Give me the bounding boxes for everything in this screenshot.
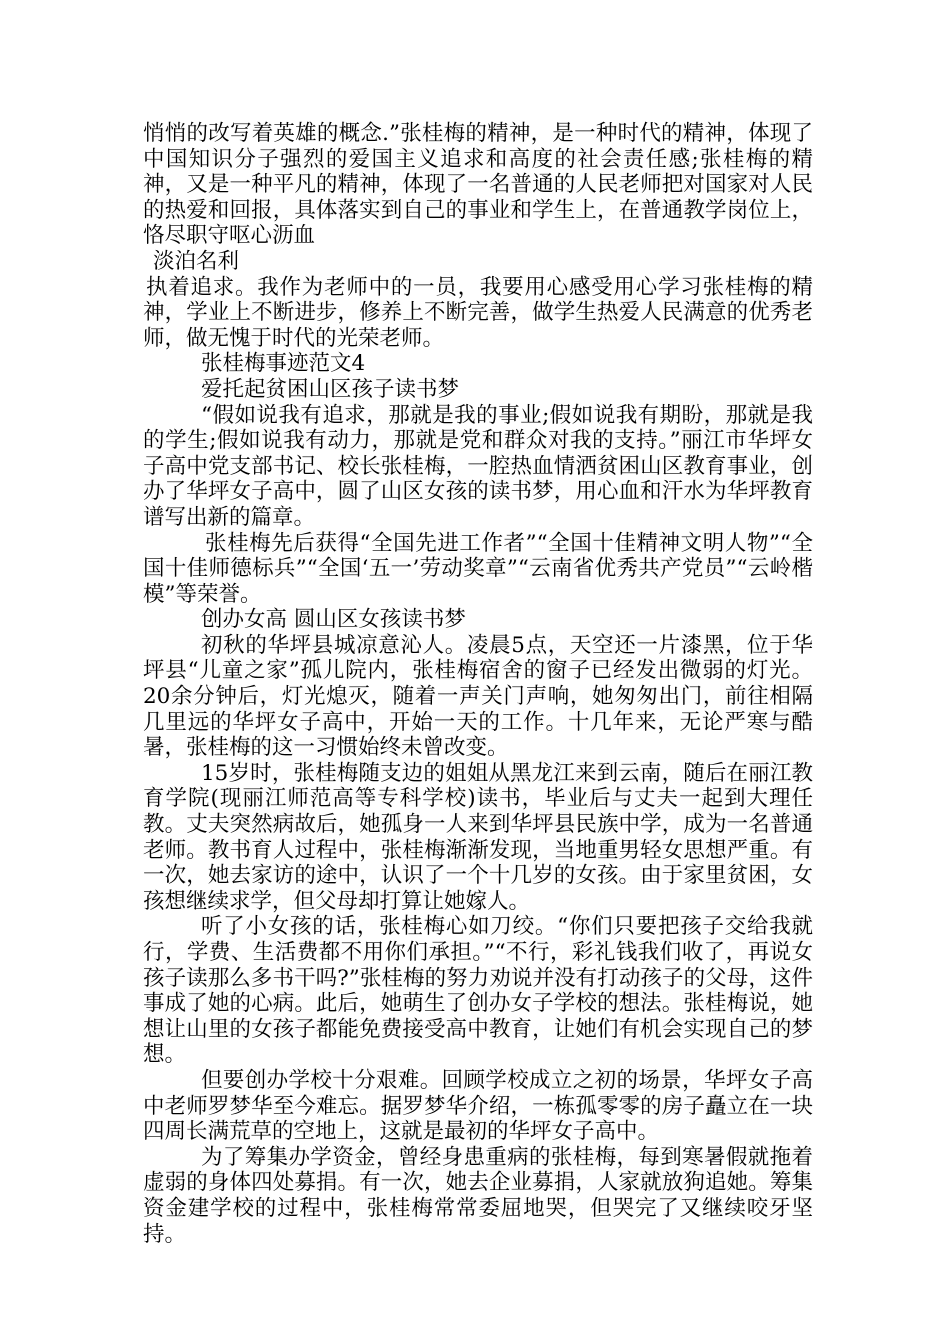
paragraph-fragment-2: 执着追求。我作为老师中的一员，我要用心感受用心学习张桂梅的精神，学业上不断进步，修养上不断完善，做学生热爱人民满意的优秀老师，做无愧于时代的光荣老师。: [143, 274, 813, 351]
paragraph-fundraising: 为了筹集办学资金，曾经身患重病的张桂梅，每到寒暑假就拖着虚弱的身体四处募捐。有一次，她去企业募捐，人家就放狗追她。筹集资金建学校的过程中，张桂梅常常委屈地哭，但哭完了又继续咬牙坚持。: [143, 1144, 813, 1247]
subsection-heading: 创办女高 圆山区女孩读书梦: [201, 607, 466, 633]
paragraph-fragment-1: 淡泊名利: [153, 248, 240, 274]
section-subtitle: 爱托起贫困山区孩子读书梦: [201, 376, 460, 402]
section-heading: 张桂梅事迹范文4: [201, 351, 366, 377]
paragraph-morning: 初秋的华坪县城凉意沁人。凌晨5点，天空还一片漆黑，位于华坪县“儿童之家”孤儿院内，张桂梅宿舍的窗子已经发出微弱的灯光。20余分钟后，灯光熄灭，随着一声关门声响，她匆匆出门，前往相隔几里远的华坪女子高中，开始一天的工作。十几年来，无论严寒与酷暑，张桂梅的这一习惯始终未曾改变。: [143, 632, 813, 761]
paragraph-intro-continued: 悄悄的改写着英雄的概念.”张桂梅的精神，是一种时代的精神，体现了中国知识分子强烈的爱国主义追求和高度的社会责任感;张桂梅的精神，又是一种平凡的精神，体现了一名普通的人民老师把对国家对人民的热爱和回报，具体落实到自己的事业和学生上，在普通教学岗位上，恪尽职守呕心沥血: [143, 121, 813, 249]
paragraph-background: 15岁时，张桂梅随支边的姐姐从黑龙江来到云南，随后在丽江教育学院(现丽江师范高等专科学校)读书，毕业后与丈夫一起到大理任教。丈夫突然病故后，她孤身一人来到华坪县民族中学，成为一名普通老师。教书育人过程中，张桂梅渐渐发现，当地重男轻女思想严重。有一次，她去家访的途中，认识了一个十几岁的女孩。由于家里贫困，女孩想继续求学，但父母却打算让她嫁人。: [143, 760, 813, 914]
paragraph-honors: 张桂梅先后获得“全国先进工作者”“全国十佳精神文明人物”“全国十佳师德标兵”“全国‘五一’劳动奖章”“云南省优秀共产党员”“云岭楷模”等荣誉。: [143, 530, 813, 607]
paragraph-founding: 但要创办学校十分艰难。回顾学校成立之初的场景，华坪女子高中老师罗梦华至今难忘。据罗梦华介绍，一栋孤零零的房子矗立在一块四周长满荒草的空地上，这就是最初的华坪女子高中。: [143, 1067, 813, 1145]
paragraph-quote: “假如说我有追求，那就是我的事业;假如说我有期盼，那就是我的学生;假如说我有动力，那就是党和群众对我的支持。”丽江市华坪女子高中党支部书记、校长张桂梅，一腔热血情洒贫困山区教育事业，创办了华坪女子高中，圆了山区女孩的读书梦，用心血和汗水为华坪教育谱写出新的篇章。: [143, 402, 813, 530]
document-page: [143, 121, 813, 1247]
paragraph-girl-story: 听了小女孩的话，张桂梅心如刀绞。“你们只要把孩子交给我就行，学费、生活费都不用你们承担。”“不行，彩礼钱我们收了，再说女孩子读那么多书干吗?”张桂梅的努力劝说并没有打动孩子的父母，这件事成了她的心病。此后，她萌生了创办女子学校的想法。张桂梅说，她想让山里的女孩子都能免费接受高中教育，让她们有机会实现自己的梦想。: [143, 914, 813, 1068]
